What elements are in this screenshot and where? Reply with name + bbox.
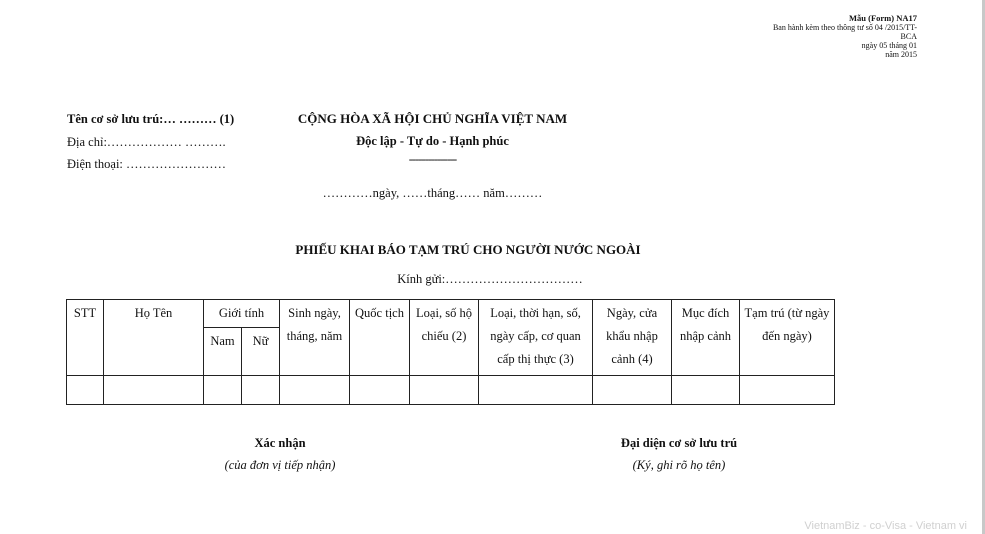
- cell-entry[interactable]: [593, 376, 672, 405]
- establishment-address: Địa chỉ:……………… ……….: [67, 135, 226, 149]
- cell-female[interactable]: [242, 376, 280, 405]
- establishment-name: Tên cơ sở lưu trú:… ……… (1): [67, 112, 235, 126]
- national-title: CỘNG HÒA XÃ HỘI CHỦ NGHĨA VIỆT NAM: [297, 111, 568, 126]
- header-stay: Tạm trú (từ ngày đến ngày): [740, 300, 835, 376]
- form-reference: [773, 14, 917, 59]
- header-entry: Ngày, cửa khẩu nhập cảnh (4): [593, 300, 672, 376]
- representative-title: Đại diện cơ sở lưu trú: [620, 436, 738, 450]
- form-title: PHIẾU KHAI BÁO TẠM TRÚ CHO NGƯỜI NƯỚC NGOÀI: [295, 242, 641, 257]
- header-name: Họ Tên: [104, 300, 204, 376]
- confirm-title: Xác nhận: [254, 436, 306, 450]
- cell-stt[interactable]: [67, 376, 104, 405]
- circular-line-4: năm 2015: [885, 50, 917, 59]
- table-header-row: [67, 300, 835, 328]
- cell-nationality[interactable]: [350, 376, 410, 405]
- representative-note: (Ký, ghi rõ họ tên): [632, 458, 726, 472]
- date-line: …………ngày, ……tháng…… năm………: [322, 186, 543, 200]
- national-divider: ---------------: [408, 152, 457, 166]
- national-motto: Độc lập - Tự do - Hạnh phúc: [356, 134, 509, 148]
- cell-purpose[interactable]: [672, 376, 740, 405]
- header-nationality: Quốc tịch: [350, 300, 410, 376]
- circular-line-2: BCA: [900, 32, 917, 41]
- table-row: [67, 376, 835, 405]
- header-female: Nữ: [242, 328, 280, 376]
- circular-line-3: ngày 05 tháng 01: [861, 41, 917, 50]
- declaration-table: [66, 299, 835, 405]
- cell-name[interactable]: [104, 376, 204, 405]
- establishment-phone: Điện thoại: ……………………: [67, 157, 227, 171]
- cell-male[interactable]: [204, 376, 242, 405]
- watermark: VietnamBiz - co-Visa - Vietnam vi: [804, 520, 967, 532]
- recipient-line: Kính gửi:……………………………: [397, 272, 583, 286]
- header-purpose: Mục đích nhập cảnh: [672, 300, 740, 376]
- confirm-note: (của đơn vị tiếp nhận): [224, 458, 336, 472]
- form-code: Mẫu (Form) NA17: [849, 13, 917, 23]
- cell-visa[interactable]: [479, 376, 593, 405]
- cell-stay[interactable]: [740, 376, 835, 405]
- header-passport: Loại, số hộ chiếu (2): [410, 300, 479, 376]
- header-stt: STT: [67, 300, 104, 376]
- cell-dob[interactable]: [280, 376, 350, 405]
- header-gender: Giới tính: [204, 300, 280, 328]
- header-dob: Sinh ngày, tháng, năm: [280, 300, 350, 376]
- cell-passport[interactable]: [410, 376, 479, 405]
- circular-line-1: Ban hành kèm theo thông tư số 04 /2015/TT-: [772, 23, 917, 32]
- header-visa: Loại, thời hạn, số, ngày cấp, cơ quan cấp thị thực (3): [479, 300, 593, 376]
- header-male: Nam: [204, 328, 242, 376]
